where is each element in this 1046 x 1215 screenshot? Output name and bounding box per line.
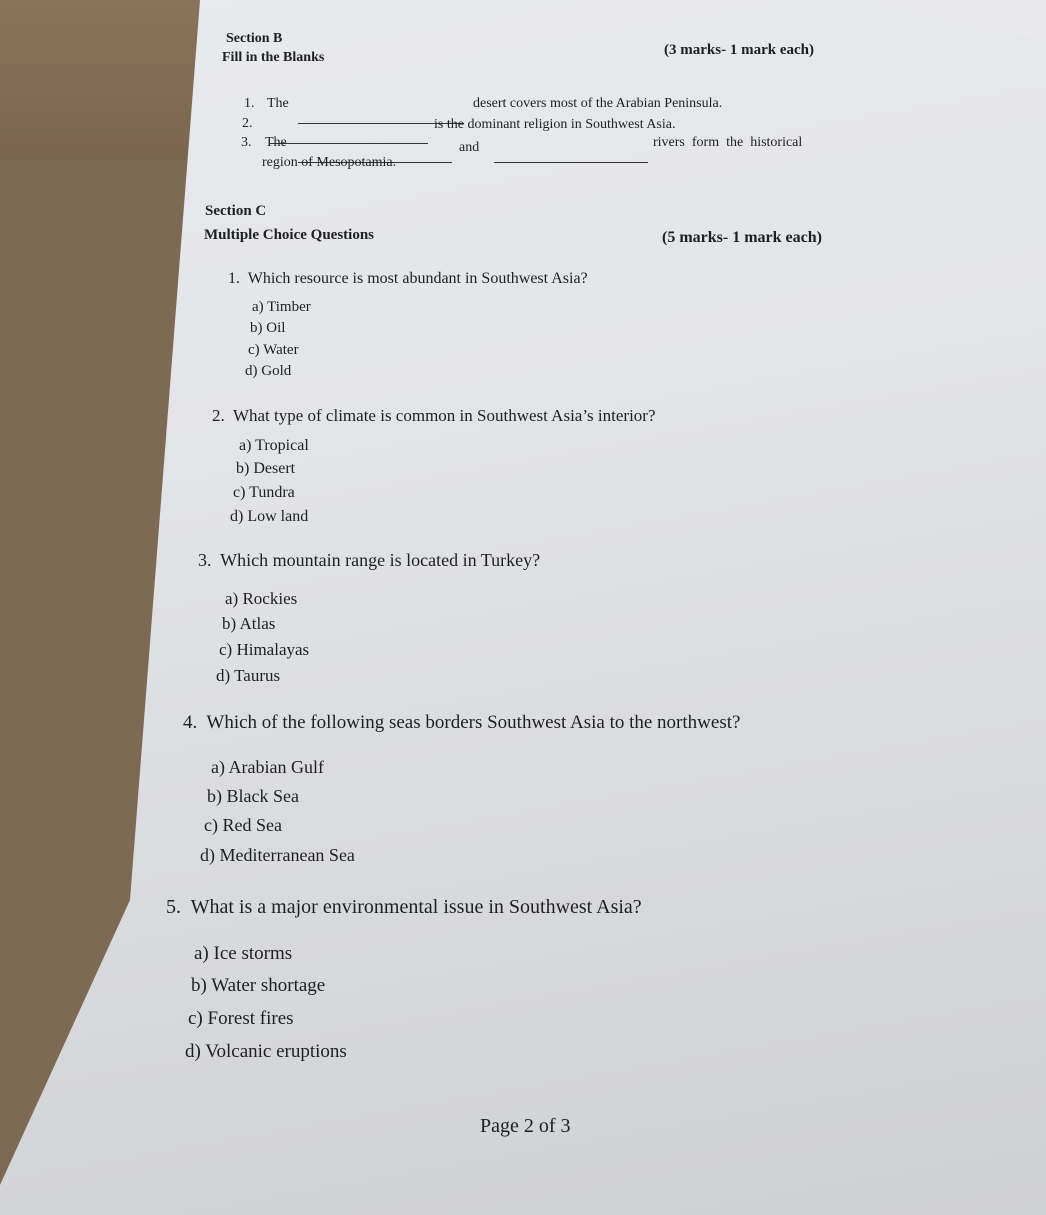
mcq-4-option-d: d) Mediterranean Sea: [200, 845, 355, 865]
mcq-3-option-b: b) Atlas: [222, 614, 276, 633]
mcq-2-option-c: c) Tundra: [233, 484, 295, 501]
mcq-5-option-c: c) Forest fires: [188, 1008, 294, 1029]
section-b-subtitle: Fill in the Blanks: [222, 50, 325, 65]
mcq-3-option-a: a) Rockies: [225, 589, 298, 608]
fill-blank-q1-prefix: The: [267, 96, 289, 111]
mcq-5-option-b: b) Water shortage: [191, 975, 326, 996]
fill-blank-q3-number: 3.: [241, 135, 252, 150]
fill-blank-q3-continuation: region of Mesopotamia.: [262, 155, 397, 170]
fill-blank-q3-blank-2: [494, 150, 648, 168]
fill-blank-q1-suffix: desert covers most of the Arabian Peninsula.: [473, 96, 723, 111]
mcq-4-option-c: c) Red Sea: [204, 815, 282, 835]
mcq-4-option-b: b) Black Sea: [207, 786, 299, 806]
section-c-subtitle: Multiple Choice Questions: [204, 227, 375, 243]
mcq-1-option-b: b) Oil: [250, 320, 286, 336]
section-b-marks: (3 marks- 1 mark each): [664, 42, 814, 58]
fill-blank-q2-suffix: is the dominant religion in Southwest Asia.: [434, 117, 676, 132]
mcq-1-option-a: a) Timber: [252, 299, 311, 315]
mcq-1-question: 1. Which resource is most abundant in Southwest Asia?: [228, 270, 588, 287]
section-c-title: Section C: [205, 203, 267, 219]
fill-blank-q3-and: and: [459, 140, 480, 155]
mcq-1-option-d: d) Gold: [245, 363, 292, 379]
mcq-3-option-c: c) Himalayas: [219, 640, 310, 659]
fill-blank-q3-prefix: The: [265, 135, 287, 150]
fill-blank-q2-number: 2.: [242, 116, 253, 131]
mcq-2-option-d: d) Low land: [230, 508, 309, 525]
mcq-5-question: 5. What is a major environmental issue in Southwest Asia?: [166, 896, 642, 918]
page-number: Page 2 of 3: [480, 1115, 571, 1137]
section-c-marks: (5 marks- 1 mark each): [662, 229, 822, 246]
fill-blank-q2-blank: [270, 131, 428, 149]
mcq-4-question: 4. Which of the following seas borders Southwest Asia to the northwest?: [183, 712, 741, 733]
mcq-3-option-d: d) Taurus: [216, 666, 281, 685]
mcq-5-option-d: d) Volcanic eruptions: [185, 1041, 347, 1062]
mcq-2-option-a: a) Tropical: [239, 437, 309, 454]
fill-blank-q3-suffix: rivers form the historical: [653, 135, 803, 150]
mcq-2-option-b: b) Desert: [236, 460, 296, 477]
mcq-4-option-a: a) Arabian Gulf: [211, 757, 324, 777]
mcq-3-question: 3. Which mountain range is located in Turkey?: [198, 550, 541, 570]
fill-blank-q1-number: 1.: [244, 96, 255, 111]
mcq-5-option-a: a) Ice storms: [194, 943, 293, 964]
mcq-2-question: 2. What type of climate is common in Southwest Asia’s interior?: [212, 406, 656, 425]
mcq-1-option-c: c) Water: [248, 342, 299, 358]
section-b-title: Section B: [226, 31, 283, 46]
